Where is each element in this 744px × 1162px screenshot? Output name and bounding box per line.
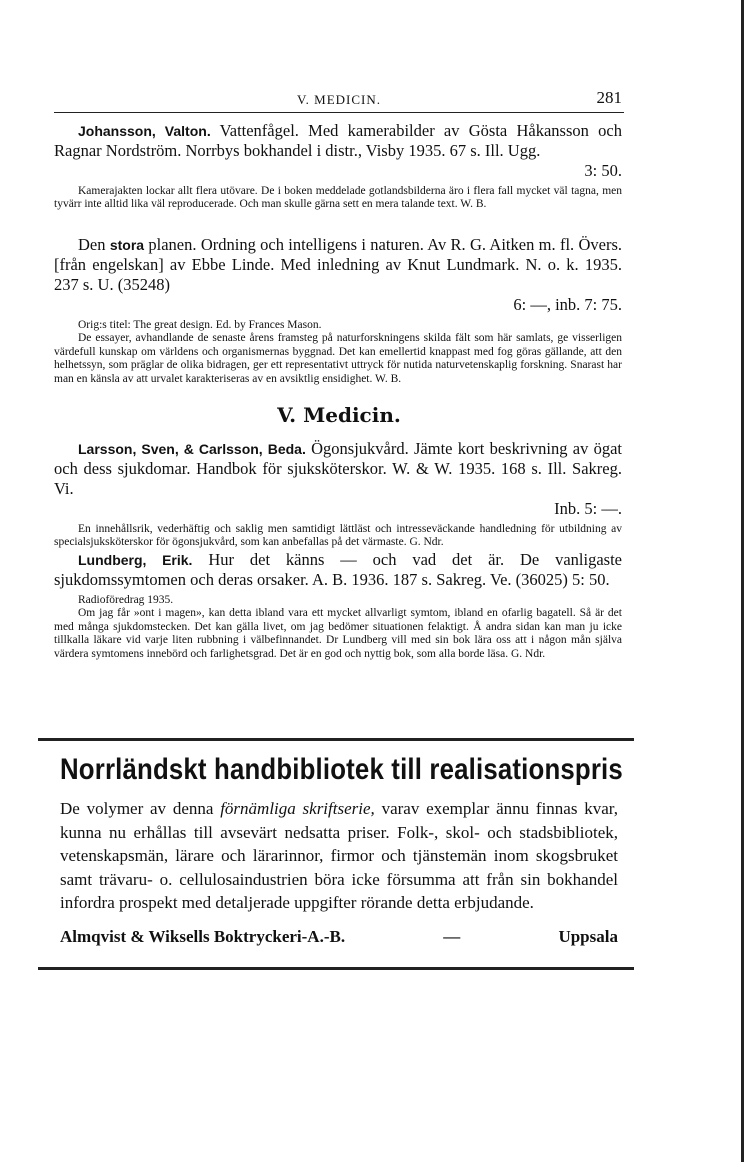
entry-text: Vattenfågel. Med kamerabilder av Gösta Håkansson och Ragnar Nordström. Norrbys bokhandel i distr., Visby 1935. 67 s. Ill. Ugg.	[54, 121, 622, 160]
entry-price: 3: 50.	[584, 161, 622, 180]
entry-johansson	[54, 121, 622, 212]
ad-publisher: Almqvist & Wiksells Boktryckeri-A.-B.	[60, 926, 346, 946]
entry-text: Hur det känns — och vad det är. De vanligaste sjukdomssymtomen och deras orsaker. A. B. 1936. 187 s. Sakreg. Ve. (36025) 5: 50.	[54, 550, 622, 589]
entry-main	[54, 235, 622, 295]
section-title: V. Medicin.	[277, 403, 401, 427]
entry-note: En innehållsrik, vederhäftig och saklig men samtidigt lättläst och intresseväckande handledning för utbildning av specialsjuksköterskor för ögonsjukvård, som kan anbefallas på det värmaste. G. Ndr.	[54, 523, 622, 549]
entry-note: De essayer, avhandlande de senaste årens framsteg på naturforskningens skilda fält som här samlats, ge visserligen värdefull kunskap om världens och organismernas byggnad. Det kan emellertid knappast med fog göras gällande, att den helhetssyn, som präglar de olika bidragen, ger ett representativt uttryck för nutida naturvetenskaplig forskning. Snarast har man en känsla av att urvalet karakteriseras av en avsiktlig ensidighet. W. B.	[54, 332, 622, 385]
entry-price: Inb. 5: —.	[554, 499, 622, 518]
entry-text: planen. Ordning och intelligens i naturen. Av R. G. Aitken m. fl. Övers. [från engelskan] av Ebbe Linde. Med inledning av Knut Lundmark. N. o. k. 1935. 237 s. U. (35248)	[54, 235, 623, 294]
ad-body: De volymer av denna förnämliga skriftserie, varav exemplar ännu finnas kvar, kunna nu erhållas till avsevärt nedsatta priser. Folk-, skol- och stadsbibliotek, vetenskapsmän, lärare och lärarinnor, firmor och tjänstemän inom skogsbruket samt trävaru- o. cellulosaindustrien böra icke försumma att från sin bokhandel infordra prospekt med detaljerade uppgifter rörande detta erbjudande.	[60, 799, 618, 912]
entry-larsson	[54, 439, 622, 550]
entry-author: Larsson, Sven, & Carlsson, Beda.	[78, 441, 306, 457]
entry-author: Lundberg, Erik.	[78, 552, 193, 568]
advertisement-box	[38, 738, 634, 970]
entry-note: Om jag får »ont i magen», kan detta ibland vara ett mycket allvarligt symtom, ibland en ofarlig bagatell. Så är det med många sjukdomstecken. Det kan gälla livet, om jag bedömer situationen felaktigt. Å andra sidan kan man ju icke tillkalla läkare vid varje liten rubbning i välbefinnandet. Dr Lundberg vill med sin bok lära oss att i någon mån själva värdera symtomens innebörd och farlighetsgrad. Det är en god och nyttig bok, som alla borde läsa. G. Ndr.	[54, 607, 622, 660]
entry-keyword: stora	[109, 237, 145, 253]
entry-main	[54, 550, 622, 590]
entry-main	[54, 121, 622, 161]
ad-headline: Norrländskt handbibliotek till realisationspris	[60, 753, 623, 786]
entry-author: Johansson, Valton.	[78, 123, 211, 139]
entry-stora-planen	[54, 235, 622, 386]
entry-price: 6: —, inb. 7: 75.	[513, 295, 622, 314]
running-title: V. MEDICIN.	[296, 92, 382, 107]
ad-footer	[60, 927, 618, 947]
entry-text: Ögonsjukvård. Jämte kort beskrivning av ögat och dess sjukdomar. Handbok för sjuksköterskor. W. & W. 1935. 168 s. Ill. Sakreg. Vi.	[54, 439, 623, 498]
ad-city: Uppsala	[558, 926, 618, 946]
entry-note-origin: Radioföredrag 1935.	[78, 594, 174, 606]
header-rule	[54, 112, 624, 113]
entry-note: Kamerajakten lockar allt flera utövare. De i boken meddelade gotlandsbilderna äro i flera fall mycket väl tagna, men tyvärr inte alltid lika väl reproducerade. Och man skulle gärna sett en mera talande text. W. B.	[54, 185, 622, 211]
entry-main	[54, 439, 622, 499]
entry-lundberg	[54, 550, 622, 661]
ad-series-name: förnämliga skriftserie,	[220, 799, 375, 818]
entry-title-start: Den	[78, 235, 106, 254]
ad-dash: —	[443, 926, 461, 946]
page-number: 281	[596, 88, 622, 107]
entry-note-origin: Orig:s titel: The great design. Ed. by Frances Mason.	[78, 319, 322, 331]
running-header	[54, 88, 624, 110]
